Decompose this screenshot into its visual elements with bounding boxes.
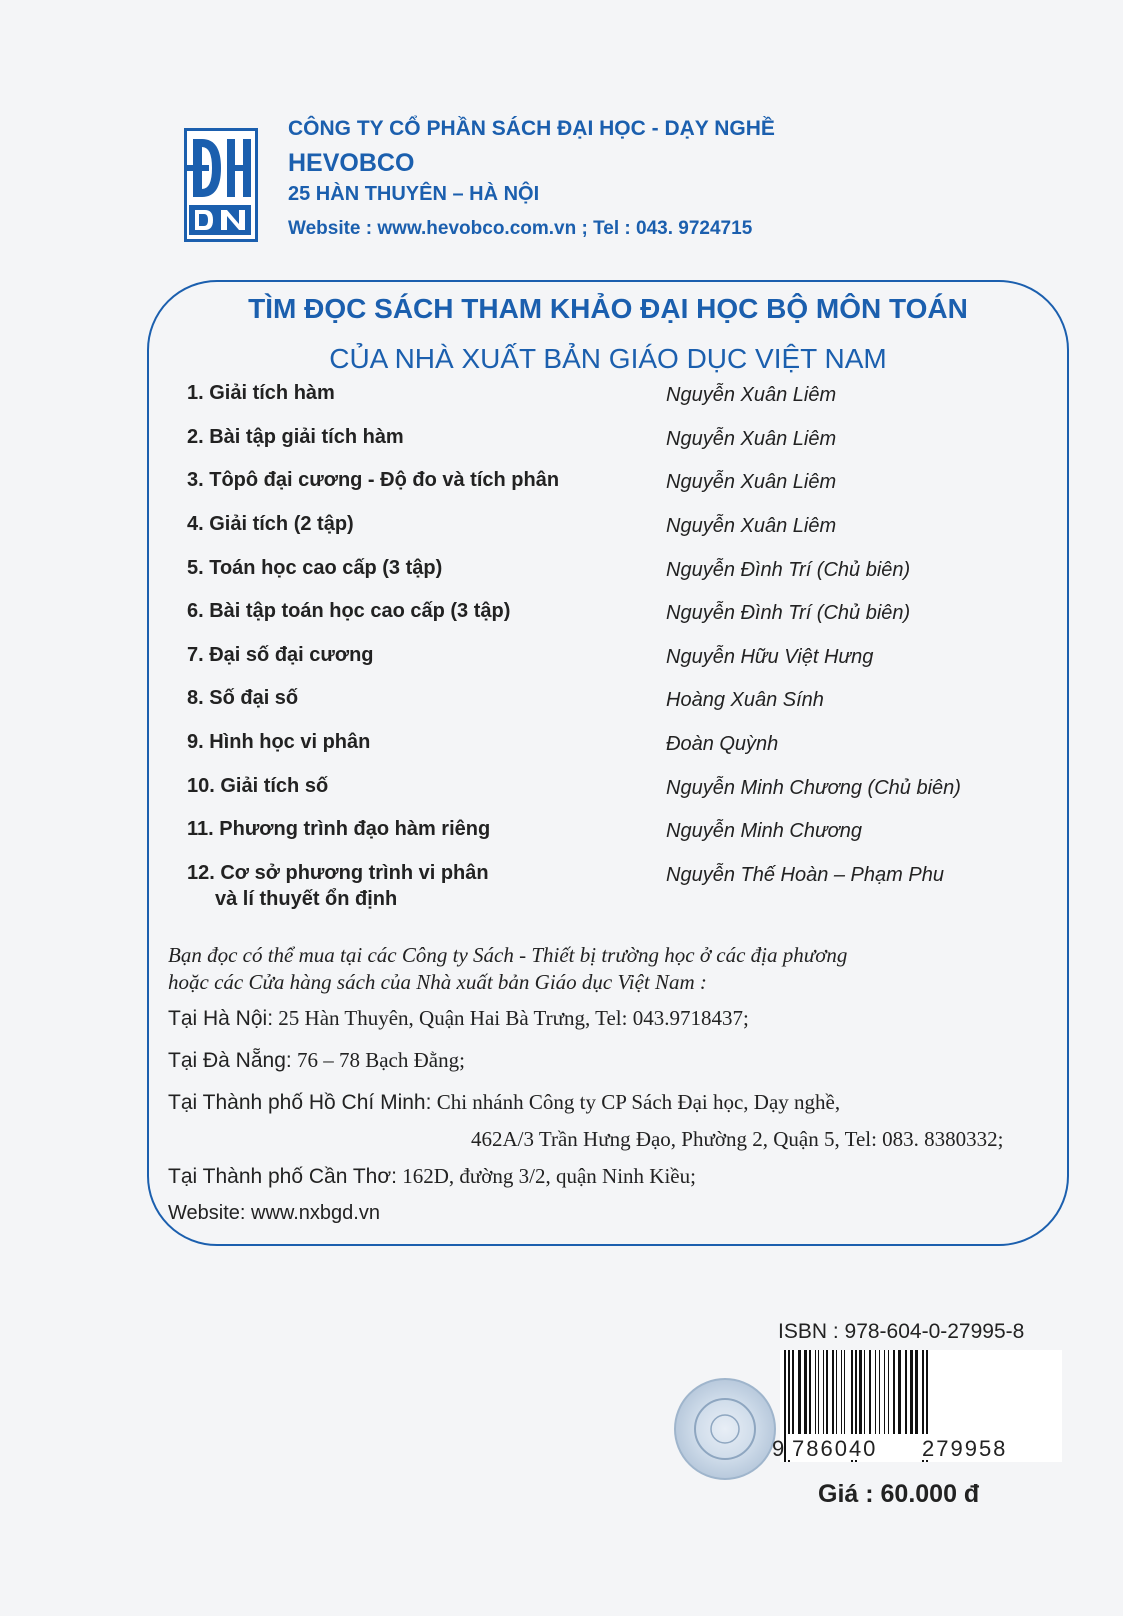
frame-subheading: CỦA NHÀ XUẤT BẢN GIÁO DỤC VIỆT NAM <box>329 343 887 374</box>
book-title: 2. Bài tập giải tích hàm <box>187 426 404 448</box>
barcode-bar <box>784 1350 786 1462</box>
book-author: Nguyễn Hữu Việt Hưng <box>666 646 874 668</box>
book-author: Nguyễn Thế Hoàn – Phạm Phu <box>666 864 944 886</box>
book-title: 11. Phương trình đạo hàm riêng <box>187 818 491 840</box>
barcode-bar <box>844 1350 845 1434</box>
barcode-bar <box>910 1350 913 1434</box>
barcode-bar <box>869 1350 871 1434</box>
publisher-logo <box>184 128 258 242</box>
hologram-stamp-icon <box>672 1376 778 1482</box>
barcode-bar <box>832 1350 834 1434</box>
book-author: Nguyễn Xuân Liêm <box>666 384 837 406</box>
barcode-first-digit: 9 <box>772 1436 785 1461</box>
buy-note-line2: hoặc các Cửa hàng sách của Nhà xuất bản Giáo dục Việt Nam : <box>168 970 707 994</box>
publisher-name: HEVOBCO <box>288 149 415 177</box>
isbn-label: ISBN : 978-604-0-27995-8 <box>778 1320 1025 1343</box>
location-danang: Tại Đà Nẵng: 76 – 78 Bạch Đằng; <box>168 1048 465 1072</box>
book-title: 3. Tôpô đại cương - Độ đo và tích phân <box>187 469 560 491</box>
book-title: 10. Giải tích số <box>187 775 329 797</box>
website-link[interactable]: Website: www.nxbgd.vn <box>168 1202 380 1224</box>
location-hcm: Tại Thành phố Hồ Chí Minh: Chi nhánh Công ty CP Sách Đại học, Dạy nghề, <box>168 1090 841 1114</box>
publisher-company: CÔNG TY CỔ PHẦN SÁCH ĐẠI HỌC - DẠY NGHỀ <box>288 117 775 140</box>
book-title: 9. Hình học vi phân <box>187 731 371 753</box>
book-title: 7. Đại số đại cương <box>187 644 374 666</box>
barcode-bar <box>798 1350 801 1434</box>
book-author: Nguyễn Đình Trí (Chủ biên) <box>666 602 911 624</box>
book-author: Nguyễn Xuân Liêm <box>666 471 837 493</box>
book-author: Nguyễn Minh Chương <box>666 820 862 842</box>
book-title-line2: và lí thuyết ổn định <box>215 888 398 910</box>
barcode-bar <box>815 1350 816 1434</box>
barcode-bar <box>792 1350 794 1434</box>
isbn-barcode <box>772 1350 1062 1462</box>
barcode-bar <box>804 1350 807 1434</box>
barcode-bar <box>826 1350 828 1434</box>
location-hanoi: Tại Hà Nội: 25 Hàn Thuyên, Quận Hai Bà Trưng, Tel: 043.9718437; <box>168 1006 749 1030</box>
publisher-address: 25 HÀN THUYÊN – HÀ NỘI <box>288 183 540 205</box>
book-title: 8. Số đại số <box>187 687 299 709</box>
book-author: Nguyễn Xuân Liêm <box>666 428 837 450</box>
barcode-bar <box>905 1350 907 1434</box>
barcode-bar <box>915 1350 918 1434</box>
barcode-left-digits: 786040 <box>792 1436 878 1461</box>
book-title: 5. Toán học cao cấp (3 tập) <box>187 557 443 579</box>
book-author: Đoàn Quỳnh <box>666 733 779 755</box>
book-author: Nguyễn Đình Trí (Chủ biên) <box>666 559 911 581</box>
publisher-contact: Website : www.hevobco.com.vn ; Tel : 043. 9724715 <box>288 218 753 239</box>
book-author: Nguyễn Minh Chương (Chủ biên) <box>666 777 961 799</box>
barcode-bar <box>888 1350 889 1434</box>
frame-heading: TÌM ĐỌC SÁCH THAM KHẢO ĐẠI HỌC BỘ MÔN TOÁN <box>248 293 968 324</box>
location-cantho: Tại Thành phố Cần Thơ: 162D, đường 3/2, quận Ninh Kiều; <box>168 1164 696 1188</box>
book-title: 1. Giải tích hàm <box>187 382 335 404</box>
barcode-bar <box>809 1350 811 1434</box>
barcode-right-digits: 279958 <box>922 1436 1008 1461</box>
barcode-bar <box>875 1350 876 1434</box>
location-hcm-address: 462A/3 Trần Hưng Đạo, Phường 2, Quận 5, Tel: 083. 8380332; <box>471 1127 1004 1151</box>
book-title: 6. Bài tập toán học cao cấp (3 tập) <box>187 600 511 622</box>
barcode-bar <box>864 1350 865 1434</box>
book-title: 4. Giải tích (2 tập) <box>187 513 354 535</box>
barcode-bar <box>879 1350 880 1434</box>
barcode-bar <box>818 1350 819 1434</box>
price: Giá : 60.000 đ <box>818 1480 980 1508</box>
barcode-bar <box>898 1350 901 1434</box>
barcode-bar <box>841 1350 842 1434</box>
barcode-bar <box>884 1350 885 1434</box>
barcode-bar <box>893 1350 895 1434</box>
dh-dn-logo-icon <box>187 131 255 239</box>
barcode-bar <box>836 1350 837 1434</box>
buy-note-line1: Bạn đọc có thể mua tại các Công ty Sách - Thiết bị trường học ở các địa phương <box>168 943 848 967</box>
book-title: 12. Cơ sở phương trình vi phân <box>187 862 489 884</box>
barcode-bar <box>823 1350 824 1434</box>
book-author: Nguyễn Xuân Liêm <box>666 515 837 537</box>
barcode-bar <box>859 1350 862 1434</box>
book-author: Hoàng Xuân Sính <box>666 689 824 711</box>
